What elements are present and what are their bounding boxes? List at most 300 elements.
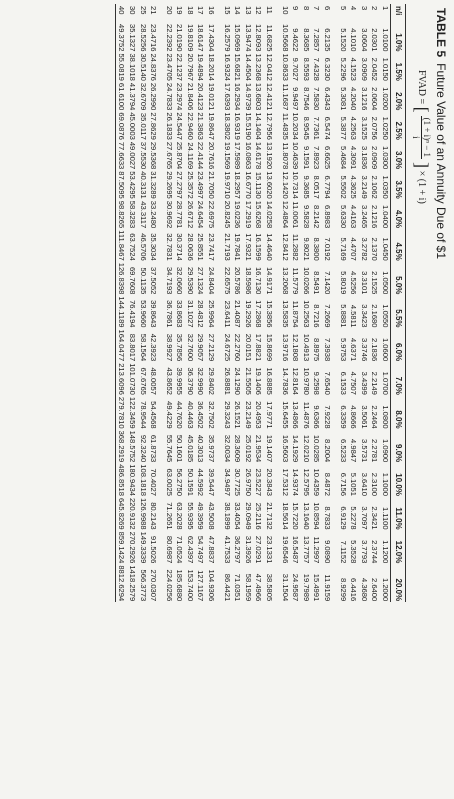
value-cell: 36.4502 xyxy=(196,401,206,429)
value-cell: 4.2563 xyxy=(349,116,359,140)
table-title xyxy=(434,8,448,259)
value-cell: 53.4295 xyxy=(127,171,137,199)
value-cell: 63.2028 xyxy=(175,502,185,530)
value-cell: 23.5227 xyxy=(254,468,264,496)
value-cell: 645.8269 xyxy=(115,497,126,531)
value-cell: 28.7781 xyxy=(175,200,185,229)
value-cell: 20.8245 xyxy=(222,200,232,229)
value-cell: 24.6725 xyxy=(222,333,232,362)
value-cell: 1.1200 xyxy=(381,540,390,564)
value-cell: 15.4991 xyxy=(312,573,322,602)
value-cell: 67.6765 xyxy=(138,367,148,395)
value-cell: 5.9753 xyxy=(338,337,348,362)
value-cell: 3.6410 xyxy=(359,472,369,496)
value-cell: 35.1327 xyxy=(127,24,137,52)
value-cell: 45.0003 xyxy=(127,112,137,140)
value-cell: 43.3117 xyxy=(138,201,148,229)
table-title-text: Future Value of an Annuity Due of $1 xyxy=(434,63,448,260)
value-cell: 25.0192 xyxy=(243,434,253,463)
value-cell: 5.3528 xyxy=(349,540,359,564)
value-cell: 26.9750 xyxy=(243,468,253,496)
value-cell: 26.2990 xyxy=(149,82,159,111)
value-cell: 1.0550 xyxy=(381,304,390,328)
value-cell: 21.7132 xyxy=(265,502,275,530)
table-row xyxy=(163,4,174,602)
value-cell: 17.9321 xyxy=(243,233,253,261)
column-header: 9.0% xyxy=(391,430,406,464)
value-cell: 5.2278 xyxy=(349,506,359,530)
value-cell: 14.4640 xyxy=(265,233,275,261)
value-cell: 69.0876 xyxy=(115,111,126,140)
value-cell: 19.4894 xyxy=(196,53,206,81)
value-cell: 35.0117 xyxy=(138,112,148,140)
value-cell: 224.0256 xyxy=(164,569,174,602)
value-cell: 32.7831 xyxy=(164,233,174,261)
period-cell: 18 xyxy=(185,6,195,15)
value-cell: 13.2368 xyxy=(254,53,264,81)
value-cell: 2.3100 xyxy=(370,472,380,496)
table-body xyxy=(115,4,390,602)
value-cell: 10.2034 xyxy=(291,112,301,140)
value-cell: 8.3685 xyxy=(301,28,311,52)
period-cell: 8 xyxy=(301,6,311,11)
value-cell: 12.4121 xyxy=(265,82,275,111)
value-cell: 1.0300 xyxy=(381,146,390,170)
value-cell: 7.3938 xyxy=(323,337,333,362)
value-cell: 33.8683 xyxy=(175,300,185,328)
value-cell: 15.6455 xyxy=(280,401,290,429)
column-header: 10.0% xyxy=(391,463,406,497)
value-cell: 6.7794 xyxy=(323,175,333,199)
value-cell: 1.0900 xyxy=(381,439,390,463)
value-cell: 37.5052 xyxy=(149,266,159,295)
value-cell: 46.5706 xyxy=(138,233,148,261)
value-cell: 16.9324 xyxy=(222,53,232,81)
value-cell: 23.7417 xyxy=(207,233,217,261)
value-cell: 5.4684 xyxy=(338,146,348,170)
value-cell: 6.2135 xyxy=(323,28,333,52)
value-cell: 12.0412 xyxy=(265,53,275,81)
value-cell: 30.3714 xyxy=(175,233,185,261)
value-cell: 25.8704 xyxy=(175,141,185,170)
value-cell: 14.1929 xyxy=(291,434,301,463)
value-cell: 20.0151 xyxy=(243,333,253,362)
value-cell: 24.8404 xyxy=(207,266,217,295)
value-cell: 25.8551 xyxy=(196,233,206,261)
period-cell: 25 xyxy=(138,6,148,15)
value-cell: 15.0969 xyxy=(233,24,243,52)
value-cell: 31.3289 xyxy=(149,171,159,199)
value-cell: 2.1525 xyxy=(370,271,380,295)
value-cell: 2.1836 xyxy=(370,337,380,362)
value-cell: 15.6268 xyxy=(254,200,264,229)
value-cell: 368.2919 xyxy=(115,430,126,464)
value-cell: 5.1051 xyxy=(349,472,359,496)
value-cell: 8.7546 xyxy=(301,87,311,111)
period-cell: 40 xyxy=(115,4,126,23)
value-cell: 6.8983 xyxy=(323,204,333,229)
value-cell: 10.0266 xyxy=(301,266,311,295)
value-cell: 63.7524 xyxy=(127,233,137,261)
value-cell: 7.8923 xyxy=(312,146,322,170)
value-cell: 270.0307 xyxy=(149,569,159,602)
value-cell: 7.9228 xyxy=(323,405,333,429)
value-cell: 14.9739 xyxy=(243,82,253,111)
value-cell: 1.0250 xyxy=(381,116,390,140)
value-cell: 17.5312 xyxy=(280,468,290,496)
value-cell: 32.7600 xyxy=(185,333,195,362)
value-cell: 16.2934 xyxy=(233,82,243,111)
value-cell: 14.1404 xyxy=(254,112,264,140)
value-cell: 47.4966 xyxy=(254,573,264,602)
value-cell: 2.0604 xyxy=(370,87,380,111)
value-cell: 18.5986 xyxy=(243,266,253,295)
value-cell: 23.4716 xyxy=(149,24,159,52)
table-row xyxy=(137,4,148,602)
value-cell: 15.1130 xyxy=(254,171,264,199)
value-cell: 1.0200 xyxy=(381,87,390,111)
value-cell: 4.3091 xyxy=(349,146,359,170)
table-row xyxy=(115,4,126,602)
value-cell: 49.4229 xyxy=(164,401,174,429)
value-cell: 11.9159 xyxy=(323,574,333,602)
period-cell: 15 xyxy=(222,6,232,15)
value-cell: 9.1591 xyxy=(301,146,311,170)
value-cell: 13.9716 xyxy=(280,333,290,362)
column-header: 5.0% xyxy=(391,262,406,296)
value-cell: 22.2760 xyxy=(233,333,243,362)
value-cell: 19.7841 xyxy=(233,233,243,261)
value-cell: 10.9780 xyxy=(301,367,311,395)
value-cell: 3.7097 xyxy=(359,506,369,530)
value-cell: 36.7861 xyxy=(164,300,174,328)
formula-numerator: (1 + i)ⁿ − 1 xyxy=(422,117,432,158)
period-cell: 2 xyxy=(370,6,380,11)
value-cell: 23.6411 xyxy=(222,300,232,328)
value-cell: 13.1640 xyxy=(301,502,311,530)
value-cell: 32.0034 xyxy=(222,434,232,463)
value-cell: 14.4504 xyxy=(243,53,253,81)
value-cell: 6.5233 xyxy=(338,439,348,463)
value-cell: 8.2004 xyxy=(323,439,333,463)
value-cell: 24.6454 xyxy=(196,200,206,229)
value-cell: 7.4328 xyxy=(312,57,322,81)
table-row xyxy=(348,4,359,602)
value-cell: 33.2480 xyxy=(149,200,159,229)
table-row xyxy=(358,4,369,602)
column-header: 7.0% xyxy=(391,362,406,396)
value-cell: 27.0291 xyxy=(254,535,264,564)
formula-rhs: × (1 + i) xyxy=(416,170,428,204)
value-cell: 54.7497 xyxy=(196,535,206,564)
value-cell: 48.0057 xyxy=(149,367,159,395)
value-cell: 14.9171 xyxy=(265,266,275,295)
value-cell: 1.0150 xyxy=(381,57,390,81)
formula xyxy=(411,70,432,204)
value-cell: 36.2797 xyxy=(233,535,243,564)
value-cell: 12.8164 xyxy=(291,367,301,395)
value-cell: 54.4568 xyxy=(149,401,159,429)
table-row xyxy=(263,4,279,602)
value-cell: 25.3572 xyxy=(185,171,195,199)
value-cell: 27.2797 xyxy=(175,171,185,199)
period-cell: 21 xyxy=(149,6,159,15)
value-cell: 35.7856 xyxy=(175,333,185,362)
value-cell: 19.8647 xyxy=(207,112,217,140)
value-cell: 8.7833 xyxy=(323,506,333,530)
value-cell: 63.0025 xyxy=(164,468,174,496)
value-cell: 1.0450 xyxy=(381,237,390,261)
value-cell: 3.1525 xyxy=(359,116,369,140)
value-cell: 9.0890 xyxy=(323,540,333,564)
value-cell: 2.0452 xyxy=(370,57,380,81)
value-cell: 13.5835 xyxy=(280,300,290,328)
value-cell: 27.8629 xyxy=(149,112,159,140)
value-cell: 92.3240 xyxy=(138,434,148,463)
value-cell: 22.4144 xyxy=(196,141,206,170)
period-cell: 3 xyxy=(359,6,369,11)
value-cell: 9.8021 xyxy=(301,237,311,261)
value-cell: 9.4622 xyxy=(291,28,301,52)
table-row xyxy=(174,4,185,602)
value-cell: 2.0756 xyxy=(370,116,380,140)
value-cell: 126.8398 xyxy=(115,262,126,296)
value-cell: 5.8881 xyxy=(338,304,348,328)
value-cell: 20.4123 xyxy=(196,82,206,111)
value-cell: 83.8017 xyxy=(127,333,137,362)
value-cell: 17.8821 xyxy=(254,333,264,362)
period-cell: 10 xyxy=(280,6,290,15)
value-cell: 16.2579 xyxy=(222,24,232,52)
value-cell: 486.8518 xyxy=(115,463,126,497)
value-cell: 108.1818 xyxy=(138,464,148,496)
value-cell: 3.4399 xyxy=(359,371,369,395)
value-cell: 10.4359 xyxy=(312,468,322,496)
value-cell: 2.6400 xyxy=(370,578,380,602)
value-cell: 23.2974 xyxy=(175,82,185,111)
value-cell: 29.5390 xyxy=(185,266,195,295)
table-row xyxy=(195,4,206,602)
value-cell: 3.5061 xyxy=(359,405,369,429)
table-row xyxy=(126,4,137,602)
formula-close-bracket: ] xyxy=(412,162,432,169)
value-cell: 4.8666 xyxy=(349,405,359,429)
value-cell: 35.3034 xyxy=(149,233,159,261)
value-cell: 4.7507 xyxy=(349,371,359,395)
value-cell: 17.6393 xyxy=(222,82,232,111)
value-cell: 148.5752 xyxy=(127,430,137,463)
value-cell: 15.6821 xyxy=(233,53,243,81)
value-cell: 7.7361 xyxy=(312,116,322,140)
value-cell: 41.7533 xyxy=(222,535,232,564)
value-cell: 566.3773 xyxy=(138,569,148,602)
value-cell: 13.9474 xyxy=(243,24,253,52)
value-cell: 19.8109 xyxy=(185,24,195,52)
value-cell: 6.4343 xyxy=(323,87,333,111)
column-header: 8.0% xyxy=(391,396,406,430)
value-cell: 3.3746 xyxy=(359,337,369,362)
value-cell: 55.9395 xyxy=(185,502,195,530)
value-cell: 5.7169 xyxy=(338,237,348,261)
value-cell: 14.7836 xyxy=(280,367,290,395)
period-cell: 11 xyxy=(265,6,275,14)
value-cell: 61.8733 xyxy=(149,434,159,463)
value-cell: 44.7620 xyxy=(175,401,185,429)
value-cell: 14.6178 xyxy=(254,141,264,170)
value-cell: 185.6880 xyxy=(175,569,185,602)
value-cell: 22.1237 xyxy=(175,53,185,81)
value-cell: 1.0500 xyxy=(381,271,390,295)
value-cell: 12.8412 xyxy=(280,233,290,261)
value-cell: 80.2143 xyxy=(149,502,159,530)
value-cell: 20.4953 xyxy=(254,401,264,429)
value-cell: 2.2464 xyxy=(370,405,380,429)
column-header: 11.0% xyxy=(391,497,406,531)
value-cell: 6.3230 xyxy=(323,57,333,81)
table-row xyxy=(311,4,322,602)
value-cell: 5.2296 xyxy=(338,57,348,81)
value-cell: 9.2598 xyxy=(312,371,322,395)
value-cell: 58.1959 xyxy=(243,573,253,602)
table-row xyxy=(279,4,290,602)
value-cell: 10.0285 xyxy=(312,434,322,463)
value-cell: 24.8376 xyxy=(149,53,159,81)
value-cell: 42.3923 xyxy=(149,333,159,362)
value-cell: 4.5256 xyxy=(349,271,359,295)
value-cell: 4.1523 xyxy=(349,57,359,81)
table-row xyxy=(379,4,390,602)
value-cell: 4.6371 xyxy=(349,337,359,362)
value-cell: 58.1564 xyxy=(138,333,148,362)
value-cell: 111.8467 xyxy=(115,229,126,262)
value-cell: 180.9434 xyxy=(127,464,137,496)
value-cell: 20.7967 xyxy=(185,53,195,81)
value-cell: 149.3339 xyxy=(138,531,148,564)
column-header: 2.5% xyxy=(391,111,406,140)
value-cell: 3.2465 xyxy=(359,204,369,229)
value-cell: 8.9545 xyxy=(301,116,311,140)
value-cell: 24.1290 xyxy=(233,367,243,395)
value-cell: 1.0800 xyxy=(381,405,390,429)
value-cell: 15.8699 xyxy=(265,333,275,362)
value-cell: 10.4639 xyxy=(291,141,301,170)
table-label: TABLE 5 xyxy=(434,8,448,58)
value-cell: 24.5447 xyxy=(175,112,185,140)
formula-fraction xyxy=(411,116,432,159)
value-cell: 4.4163 xyxy=(349,204,359,229)
value-cell: 76.4194 xyxy=(127,300,137,328)
value-cell: 8.0517 xyxy=(312,175,322,199)
value-cell: 2.2781 xyxy=(370,439,380,463)
period-cell: 13 xyxy=(243,6,253,15)
value-cell: 12.8093 xyxy=(254,24,264,52)
value-cell: 71.0351 xyxy=(233,573,243,602)
value-cell: 6.5474 xyxy=(323,116,333,140)
value-cell: 98.8265 xyxy=(115,200,126,229)
value-cell: 3.3101 xyxy=(359,271,369,295)
value-cell: 9.7027 xyxy=(291,57,301,81)
value-cell: 1.2000 xyxy=(381,578,390,602)
period-cell: 14 xyxy=(233,6,243,15)
value-cell: 38.9927 xyxy=(164,333,174,362)
value-cell: 2.0909 xyxy=(370,146,380,170)
value-cell: 17.9771 xyxy=(265,401,275,429)
value-cell: 11.6825 xyxy=(265,24,275,52)
table-row xyxy=(242,4,253,602)
column-header: 2.0% xyxy=(391,82,406,111)
value-cell: 25.2116 xyxy=(254,502,264,530)
value-cell: 11.5779 xyxy=(291,267,301,295)
value-cell: 12.1420 xyxy=(280,171,290,199)
value-cell: 4.1010 xyxy=(349,28,359,52)
value-cell: 13.6803 xyxy=(254,82,264,111)
value-cell: 55.7645 xyxy=(164,434,174,463)
value-cell: 6.9129 xyxy=(338,506,348,530)
value-cell: 12.1808 xyxy=(291,333,301,362)
value-cell: 14.0258 xyxy=(265,200,275,229)
value-cell: 11.0061 xyxy=(291,201,301,229)
value-cell: 29.9057 xyxy=(196,333,206,362)
value-cell: 31.1027 xyxy=(185,300,195,328)
value-cell: 13.4866 xyxy=(291,401,301,429)
value-cell: 10.5668 xyxy=(280,24,290,52)
value-cell: 30.7725 xyxy=(233,468,243,496)
value-cell: 37.5530 xyxy=(138,141,148,170)
value-cell: 11.8754 xyxy=(291,300,301,328)
value-cell: 10.2563 xyxy=(301,300,311,328)
value-cell: 5.6330 xyxy=(338,204,348,229)
table-row xyxy=(300,4,311,602)
value-cell: 41.3794 xyxy=(127,82,137,111)
value-cell: 4.2040 xyxy=(349,87,359,111)
value-cell: 5.3877 xyxy=(338,116,348,140)
value-cell: 13.7757 xyxy=(301,535,311,564)
value-cell: 14.9374 xyxy=(291,468,301,496)
column-header: 12.0% xyxy=(391,531,406,565)
column-header: 3.5% xyxy=(391,170,406,199)
value-cell: 18.6147 xyxy=(196,24,206,52)
value-cell: 13.2068 xyxy=(280,266,290,295)
value-cell: 27.1324 xyxy=(196,266,206,295)
period-cell: 16 xyxy=(207,6,217,15)
value-cell: 39.8643 xyxy=(149,300,159,328)
value-cell: 22.6575 xyxy=(222,266,232,295)
value-cell: 23.2149 xyxy=(243,401,253,429)
value-cell: 40.3013 xyxy=(196,434,206,463)
value-cell: 11.8078 xyxy=(280,142,290,170)
value-cell: 24.9587 xyxy=(291,573,301,602)
value-cell: 23.4705 xyxy=(164,53,174,81)
period-cell: 4 xyxy=(349,6,359,11)
value-cell: 25.9964 xyxy=(207,300,217,328)
value-cell: 859.1424 xyxy=(115,531,126,565)
value-cell: 3.5731 xyxy=(359,439,369,463)
value-cell: 2.2149 xyxy=(370,371,380,395)
value-cell: 126.9988 xyxy=(138,497,148,530)
value-cell: 8.8975 xyxy=(312,337,322,362)
value-cell: 19.9710 xyxy=(222,171,232,199)
value-cell: 3.2782 xyxy=(359,237,369,261)
value-cell: 19.0236 xyxy=(233,200,243,229)
value-cell: 3.1836 xyxy=(359,146,369,170)
value-cell: 9.5828 xyxy=(301,204,311,229)
table-row xyxy=(221,4,232,602)
value-cell: 2.3421 xyxy=(370,506,380,530)
value-cell: 38.1018 xyxy=(127,53,137,81)
value-cell: 19.7989 xyxy=(301,573,311,602)
value-cell: 27.6765 xyxy=(164,141,174,170)
value-cell: 11.4876 xyxy=(301,401,311,429)
